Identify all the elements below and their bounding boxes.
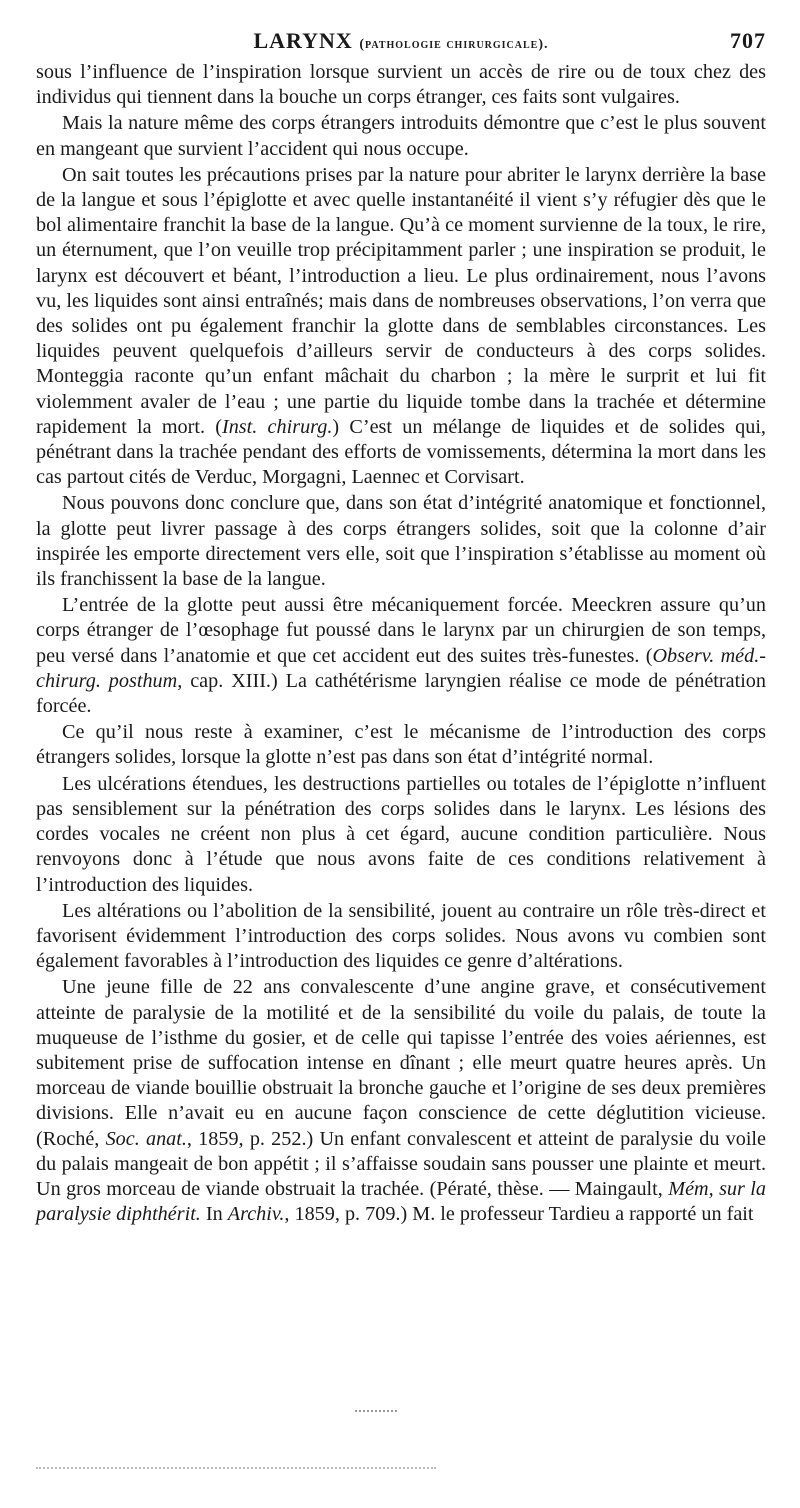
text-run: Les ulcérations étendues, les destructions partielles ou totales de l’épiglotte n’influent pas sensiblement sur la pénétration des corps solides dans le larynx. Les lésions des cordes vocales ne créent non plus à cet égard, aucune condition particulière. Nous renvoyons donc à l’étude que nous avons faite de ces conditions relativement à l’introduction des liquides. [36,772,766,896]
text-run: L’entrée de la glotte peut aussi être mécaniquement forcée. Meeckren assure qu’un corps étranger de l’œsophage fut poussé dans le larynx par un chirurgien de son temps, peu versé dans l’anatomie et que cet accident eut des suites très-funestes. ( [36,594,766,667]
paragraph-8 [36,899,766,975]
text-run: Ce qu’il nous reste à examiner, c’est le mécanisme de l’introduction des corps étrangers solides, lorsque la glotte n’est pas dans son état d’intégrité normal. [36,721,766,769]
body-text [36,60,766,1227]
text-run: On sait toutes les précautions prises par la nature pour abriter le larynx derrière la base de la langue et sous l’épiglotte et avec quelle instantanéité il vient s’y réfugier dès que le bol alimentaire franchit la base de la langue. Qu’à ce moment survienne de la toux, le rire, un éternument, que l’on veuille trop précipitamment parler ; une inspiration se produit, le larynx est découvert et béant, l’introduction a lieu. Le plus ordinairement, nous l’avons vu, les liquides sont ainsi entraînés; mais dans de nombreuses observations, l’on verra que des solides ont pu également franchir la glotte dans de semblables circonstances. Les liquides peuvent quelquefois d’ailleurs servir de conducteurs à des corps solides. Monteggia raconte qu’un enfant mâchait du charbon ; la mère le surprit et lui fit violemment avaler de l’eau ; une partie du liquide tombe dans la trachée et détermine rapidement la mort. ( [36,163,766,438]
text-run: Nous pouvons donc conclure que, dans son état d’intégrité anatomique et fonctionnel, la glotte peut livrer passage à des corps étrangers solides, soit que la colonne d’air inspirée les emporte directement vers elle, soit que l’inspiration s’établisse au moment où ils franchissent la base de la langue. [36,492,766,591]
text-run: Mais la nature même des corps étrangers introduits démontre que c’est le plus souvent en mangeant que survient l’accident qui nous occupe. [36,112,766,160]
paragraph-9 [36,975,766,1227]
footer-marks [36,1467,436,1473]
paragraph-3 [36,163,766,491]
text-run: Les altérations ou l’abolition de la sensibilité, jouent au contraire un rôle très-direct et favorisent évidemment l’introduction des corps solides. Nous avons vu combien sont également favorables à l’introduction des liquides ce genre d’altérations. [36,899,766,973]
citation-italic: Observ. méd.-chirurg. posthum, [36,644,766,692]
text-run: cap. XIII.) La cathétérisme laryngien réalise ce mode de pénétration forcée. [36,669,766,718]
paragraph-7 [36,772,766,898]
page-number: 707 [730,28,766,53]
text-run: Une jeune fille de 22 ans convalescente d’une angine grave, et consécutivement atteinte de paralysie de la motilité et de la sensibilité du voile du palais, de toute la muqueuse de l’isthme du gosier, et de celle qui tapisse l’entrée des voies aériennes, est subitement prise de suffocation intense en dînant ; elle meurt quatre heures après. Un morceau de viande bouillie obstruait la bronche gauche et l’origine de ses deux premières divisions. Elle n’avait eu en aucune façon conscience de cette déglutition vicieuse. (Roché, [36,976,766,1150]
text-run: , 1859, p. 252.) Un enfant convalescent et atteint de paralysie du voile du palais mangeait de bon appétit ; il s’affaisse soudain sans pousser une plainte et meurt. Un gros morceau de viande obstruait la trachée. (Pératé, thèse. — Maingault, [36,1127,767,1200]
header-title-text: LARYNX [253,28,353,53]
text-run: sous l’influence de l’inspiration lorsque survient un accès de rire ou de toux chez des individus qui tiennent dans la bouche un corps étranger, ces faits sont vulgaires. [36,61,766,109]
paragraph-5 [36,593,766,719]
paragraph-6 [36,720,766,770]
paragraph-4 [36,491,766,592]
running-header [36,28,766,60]
citation-italic: Soc. anat. [105,1127,187,1150]
citation-italic: Mém, sur la paralysie diphthérit. [36,1177,766,1226]
text-run: ) C’est un mélange de liquides et de solides qui, pénétrant dans la trachée pendant des efforts de vomissements, détermina la mort dans les cas partout cités de Verduc, Morgagni, Laennec et Corvisart. [36,415,766,489]
header-title [253,28,548,54]
citation-italic: Archiv. [227,1203,285,1226]
printer-mark [355,1410,397,1412]
paragraph-2 [36,111,766,161]
header-subtitle: (pathologie chirurgicale). [359,37,549,52]
text-run: , 1859, p. 709.) M. le professeur Tardieu a rapporté un fait [284,1203,754,1226]
text-run: In [200,1203,228,1226]
citation-italic: Inst. chirurg. [221,415,333,438]
paragraph-1 [36,60,766,110]
book-page [36,28,766,1227]
